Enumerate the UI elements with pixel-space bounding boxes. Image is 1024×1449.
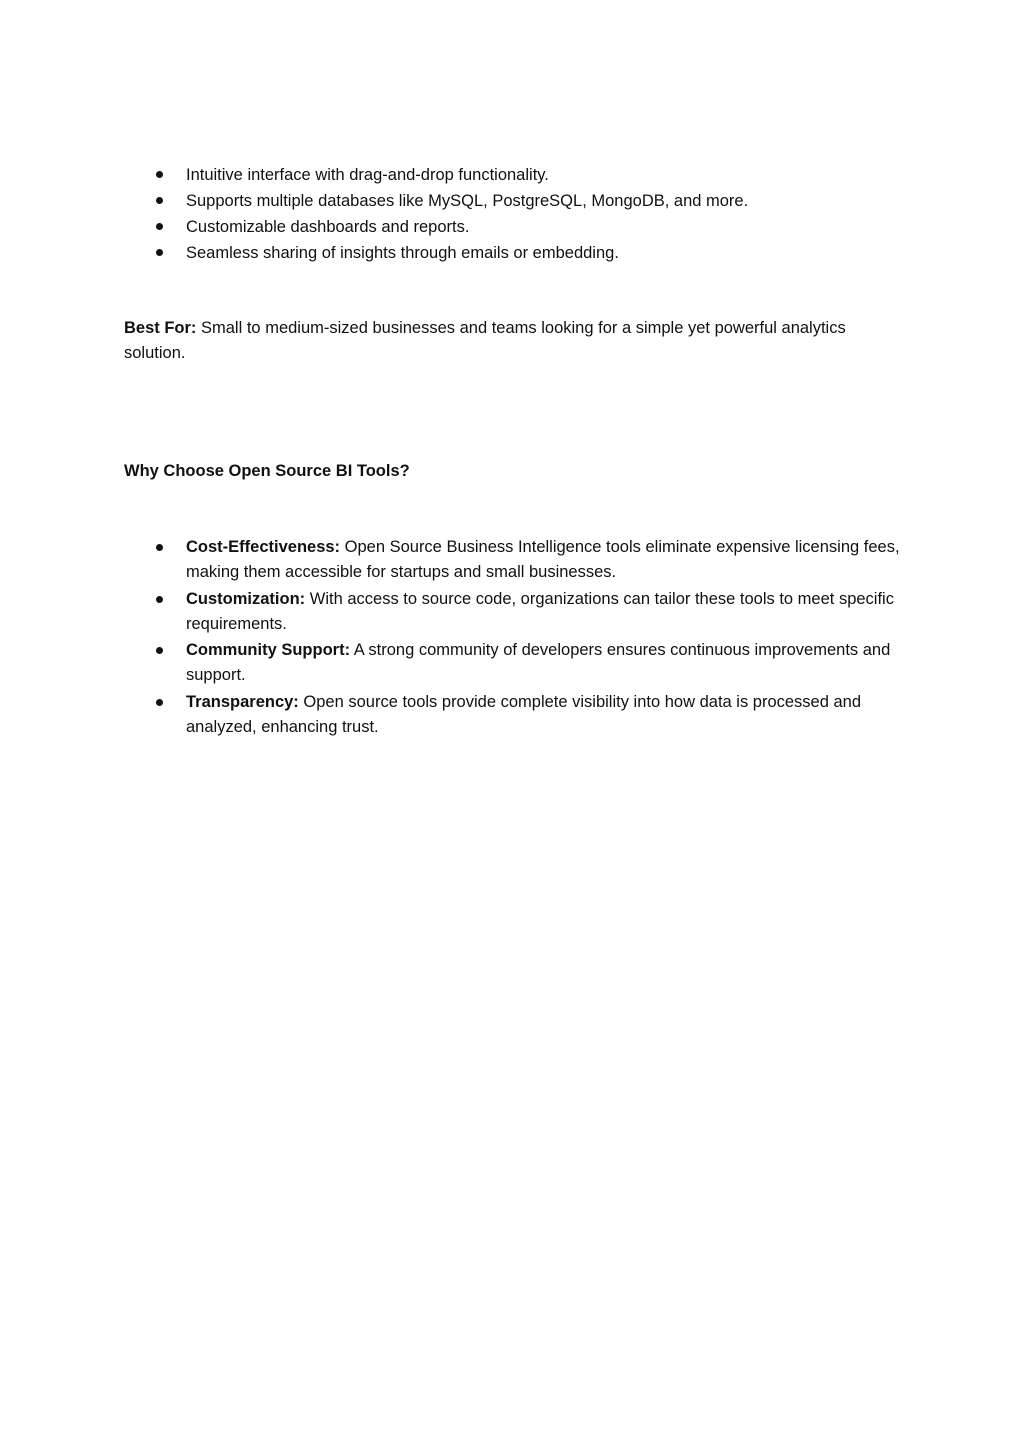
list-item-text: Seamless sharing of insights through emails or embedding. <box>186 244 619 262</box>
list-item-text: Intuitive interface with drag-and-drop functionality. <box>186 166 549 184</box>
list-item <box>124 240 904 266</box>
bullet-icon <box>156 544 163 551</box>
why-list <box>124 535 904 741</box>
bullet-icon <box>156 223 163 230</box>
list-item-text: With access to source code, organizations can tailor these tools to meet specific requirements. <box>186 589 894 633</box>
list-item-text: Open Source Business Intelligence tools eliminate expensive licensing fees, making them accessible for startups and small businesses. <box>186 538 900 581</box>
list-item-term: Customization: <box>186 589 306 608</box>
list-item <box>124 535 904 585</box>
list-item-term: Transparency: <box>186 692 299 711</box>
section-heading: Why Choose Open Source BI Tools? <box>124 462 410 480</box>
list-item <box>124 690 904 740</box>
best-for-text: Small to medium-sized businesses and teams looking for a simple yet powerful analytics solution. <box>124 319 846 362</box>
bullet-icon <box>156 647 163 654</box>
list-item <box>124 214 904 240</box>
list-item-text: Supports multiple databases like MySQL, PostgreSQL, MongoDB, and more. <box>186 192 749 210</box>
bullet-icon <box>156 197 163 204</box>
bullet-icon <box>156 249 163 256</box>
list-item-text: Customizable dashboards and reports. <box>186 218 470 236</box>
list-item-term: Community Support: <box>186 641 351 659</box>
best-for-label: Best For: <box>124 319 197 337</box>
list-item-text: Open source tools provide complete visibility into how data is processed and analyzed, enhancing trust. <box>186 692 862 736</box>
best-for-paragraph <box>124 316 894 366</box>
list-item <box>124 587 904 637</box>
bullet-icon <box>156 596 163 603</box>
list-item <box>124 638 904 688</box>
list-item <box>124 162 904 188</box>
list-item-term: Cost-Effectiveness: <box>186 538 341 556</box>
list-item <box>124 188 904 214</box>
bullet-icon <box>156 171 163 178</box>
bullet-icon <box>156 699 163 706</box>
list-item-text: A strong community of developers ensures continuous improvements and support. <box>186 641 891 684</box>
features-list <box>124 162 904 266</box>
